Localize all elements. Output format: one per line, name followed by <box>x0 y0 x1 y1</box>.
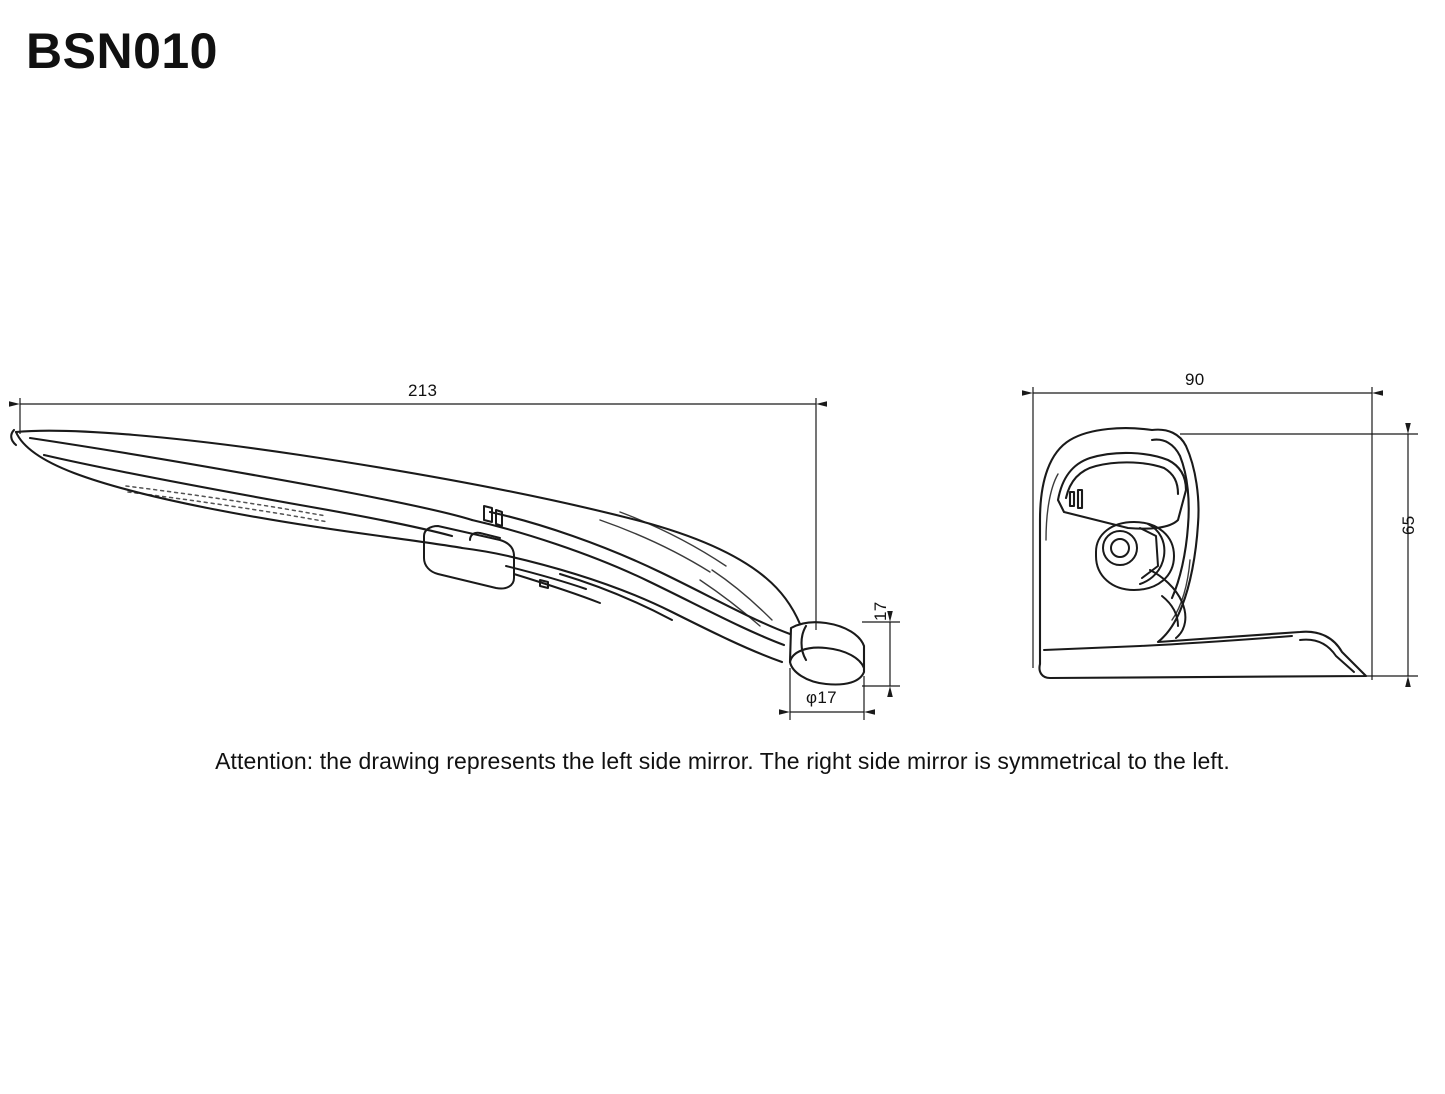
dimension-width-90 <box>1033 387 1372 680</box>
front-view-group <box>1039 428 1366 678</box>
dimension-label-length: 213 <box>408 381 438 400</box>
hinge-block <box>424 506 672 620</box>
dimension-height-65 <box>1180 434 1418 676</box>
page-title: BSN010 <box>26 23 218 79</box>
dimension-label-stem-height: 17 <box>871 601 890 621</box>
mirror-side-outline <box>11 430 800 624</box>
swivel-joint <box>1096 522 1174 590</box>
dimension-label-height: 65 <box>1399 515 1418 535</box>
mounting-stem <box>790 622 864 684</box>
dimension-stem-height-17 <box>862 622 900 686</box>
dimension-label-width: 90 <box>1185 370 1205 389</box>
side-view-group <box>11 430 864 685</box>
side-view-shading <box>600 512 772 626</box>
dimension-length-213 <box>20 398 816 630</box>
mirror-stalk <box>462 512 790 662</box>
attention-note: Attention: the drawing represents the left side mirror. The right side mirror is symmetrical to the left. <box>215 748 1230 774</box>
front-view-shading <box>1046 474 1190 620</box>
dimension-label-stem-diameter: φ17 <box>806 688 837 707</box>
front-view-arm <box>1044 570 1354 672</box>
